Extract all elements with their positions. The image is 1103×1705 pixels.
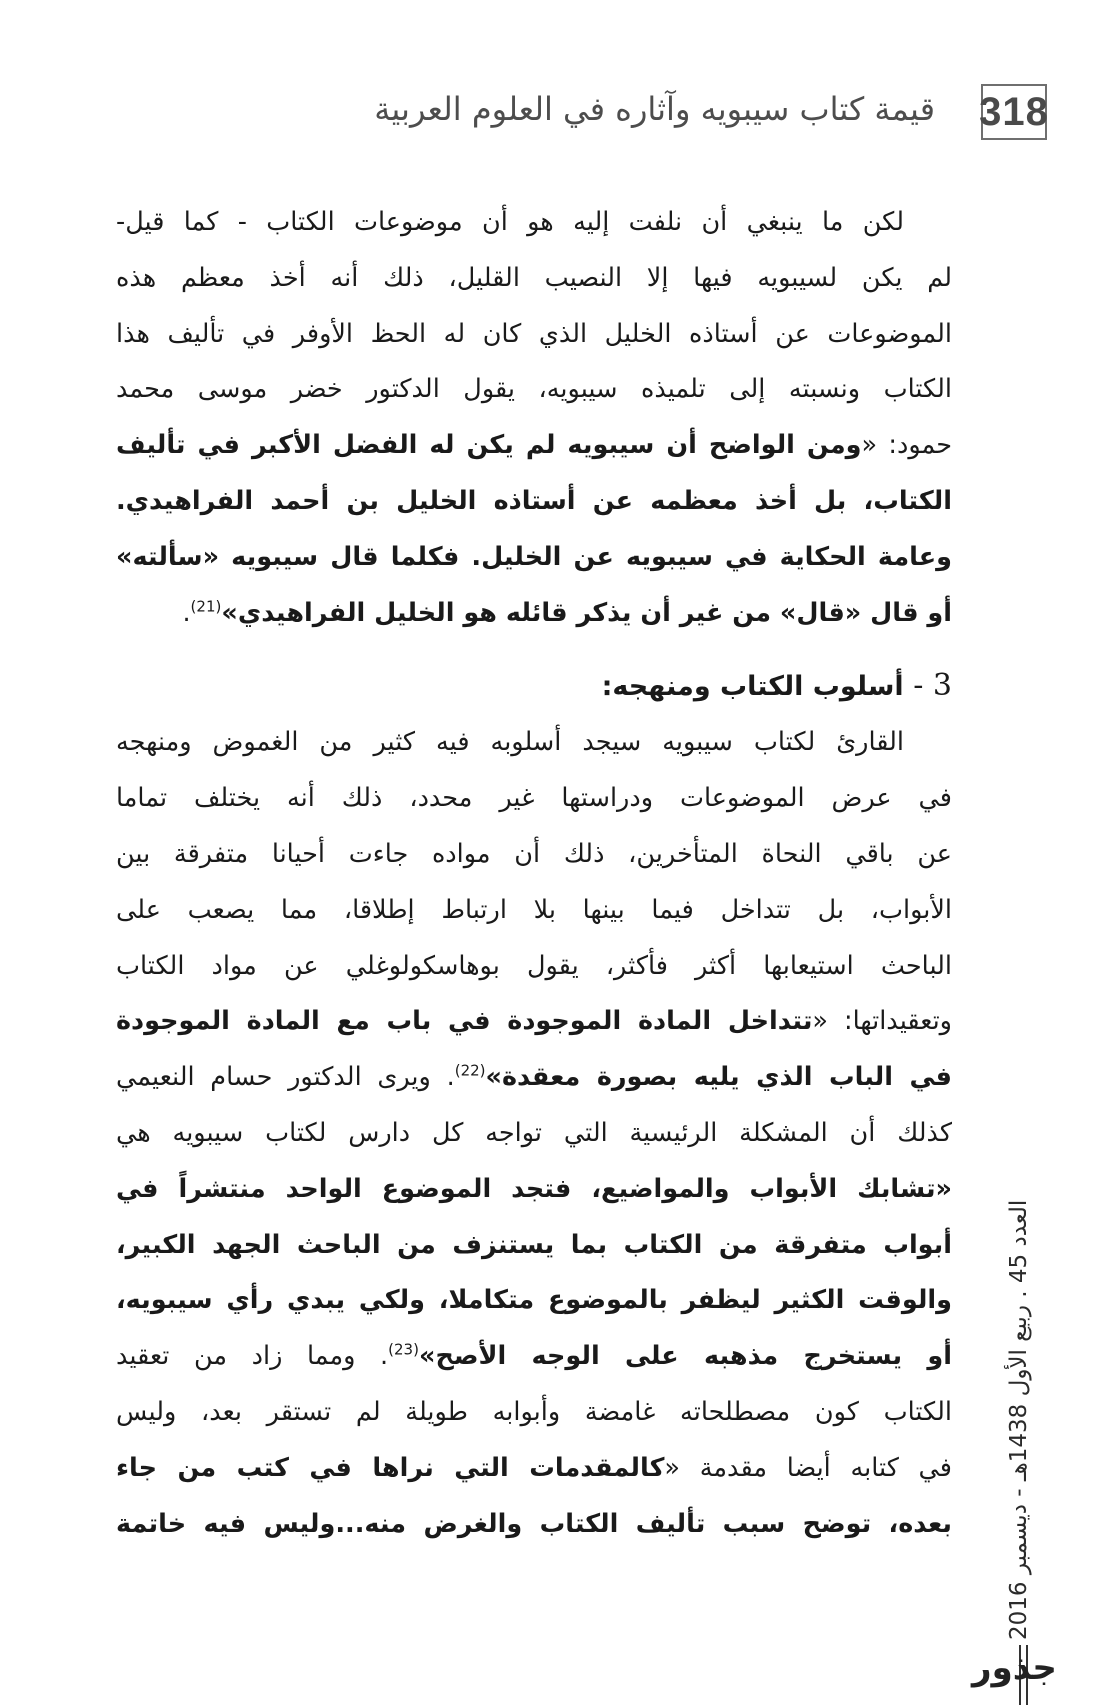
text-plain: . <box>182 597 191 628</box>
text-line: الباحث استيعابها أكثر فأكثر، يقول بوهاسكولوغلي عن مواد الكتاب <box>116 950 952 981</box>
text-line <box>116 418 952 474</box>
quote-line: والوقت الكثير ليظفر بالموضوع متكاملا، ولكي يبدي رأي سيبويه، <box>116 1285 952 1316</box>
quote-line: أبواب متفرقة من الكتاب بما يستنزف من الباحث الجهد الكبير، <box>116 1229 952 1260</box>
heading-text: أسلوب الكتاب ومنهجه: <box>601 671 904 703</box>
quote-bold: تتداخل المادة الموجودة في باب مع المادة الموجودة <box>116 1006 813 1037</box>
text-line: الكتاب كون مصطلحاته غامضة وأبوابه طويلة لم تستقر بعد، وليس <box>116 1396 952 1427</box>
text-line <box>116 586 952 642</box>
running-title: قيمة كتاب سيبويه وآثاره في العلوم العربية <box>374 90 935 128</box>
text-plain: حمود: « <box>861 430 952 461</box>
text-line: الموضوعات عن أستاذه الخليل الذي كان له الحظ الأوفر في تأليف هذا <box>116 318 952 349</box>
footnote-ref-21[interactable]: (21) <box>190 597 222 616</box>
text-plain: وتعقيداتها: « <box>812 1006 952 1037</box>
journal-logo: جذور <box>972 1648 1057 1688</box>
quote-bold: أو قال «قال» من غير أن يذكر قائله هو الخليل الفراهيدي» <box>221 597 952 628</box>
quote-bold: ومن الواضح أن سيبويه لم يكن له الفضل الأكبر في تأليف <box>116 430 862 461</box>
quote-line: «تشابك الأبواب والمواضيع، فتجد الموضوع الواحد منتشراً في <box>116 1173 952 1204</box>
text-line <box>116 994 952 1050</box>
quote-line: بعده، توضح سبب تأليف الكتاب والغرض منه...وليس فيه خاتمة <box>116 1508 952 1539</box>
text-line: عن باقي النحاة المتأخرين، ذلك أن مواده جاءت أحيانا متفرقة بين <box>116 838 952 869</box>
text-line: لكن ما ينبغي أن نلفت إليه هو أن موضوعات الكتاب - كما قيل- <box>116 207 904 237</box>
text-plain: في كتابه أيضا مقدمة « <box>664 1452 952 1483</box>
text-line: في عرض الموضوعات ودراستها غير محدد، ذلك أنه يختلف تماما <box>116 783 952 814</box>
quote-bold: في الباب الذي يليه بصورة معقدة» <box>485 1062 952 1093</box>
text-line: لم يكن لسيبويه فيها إلا النصيب القليل، ذلك أنه أخذ معظم هذه <box>116 262 952 293</box>
quote-line: وعامة الحكاية في سيبويه عن الخليل. فكلما قال سيبويه «سألته» <box>116 541 952 572</box>
footnote-ref-22[interactable]: (22) <box>454 1061 486 1080</box>
section-heading <box>116 641 952 715</box>
text-line <box>116 1050 952 1106</box>
text-line: الأبواب، بل تتداخل فيما بينها بلا ارتباط إطلاقا، مما يصعب على <box>116 894 952 925</box>
quote-bold: كالمقدمات التي نراها في كتب من جاء <box>116 1452 665 1483</box>
page-number: 318 <box>981 84 1047 140</box>
text-plain: . ومما زاد من تعقيد <box>116 1341 389 1372</box>
heading-number: 3 <box>932 668 952 704</box>
heading-dash: - <box>903 668 933 704</box>
text-line <box>116 1441 952 1497</box>
text-line: الكتاب ونسبته إلى تلميذه سيبويه، يقول الدكتور خضر موسى محمد <box>116 374 952 405</box>
article-body <box>116 195 952 1552</box>
text-plain: . ويرى الدكتور حسام النعيمي <box>116 1062 455 1093</box>
text-line <box>116 1329 952 1385</box>
text-line: القارئ لكتاب سيبويه سيجد أسلوبه فيه كثير من الغموض ومنهجه <box>116 727 904 758</box>
text-line: كذلك أن المشكلة الرئيسية التي تواجه كل دارس لكتاب سيبويه هي <box>116 1117 952 1148</box>
quote-line: الكتاب، بل أخذ معظمه عن أستاذه الخليل بن أحمد الفراهيدي. <box>116 485 952 516</box>
quote-bold: أو يستخرج مذهبه على الوجه الأصح» <box>418 1341 952 1372</box>
footnote-ref-23[interactable]: (23) <box>388 1340 419 1359</box>
issue-info: العدد 45 . ربيع الأول 1438هـ - ديسمبر 2016 <box>1006 1199 1032 1640</box>
